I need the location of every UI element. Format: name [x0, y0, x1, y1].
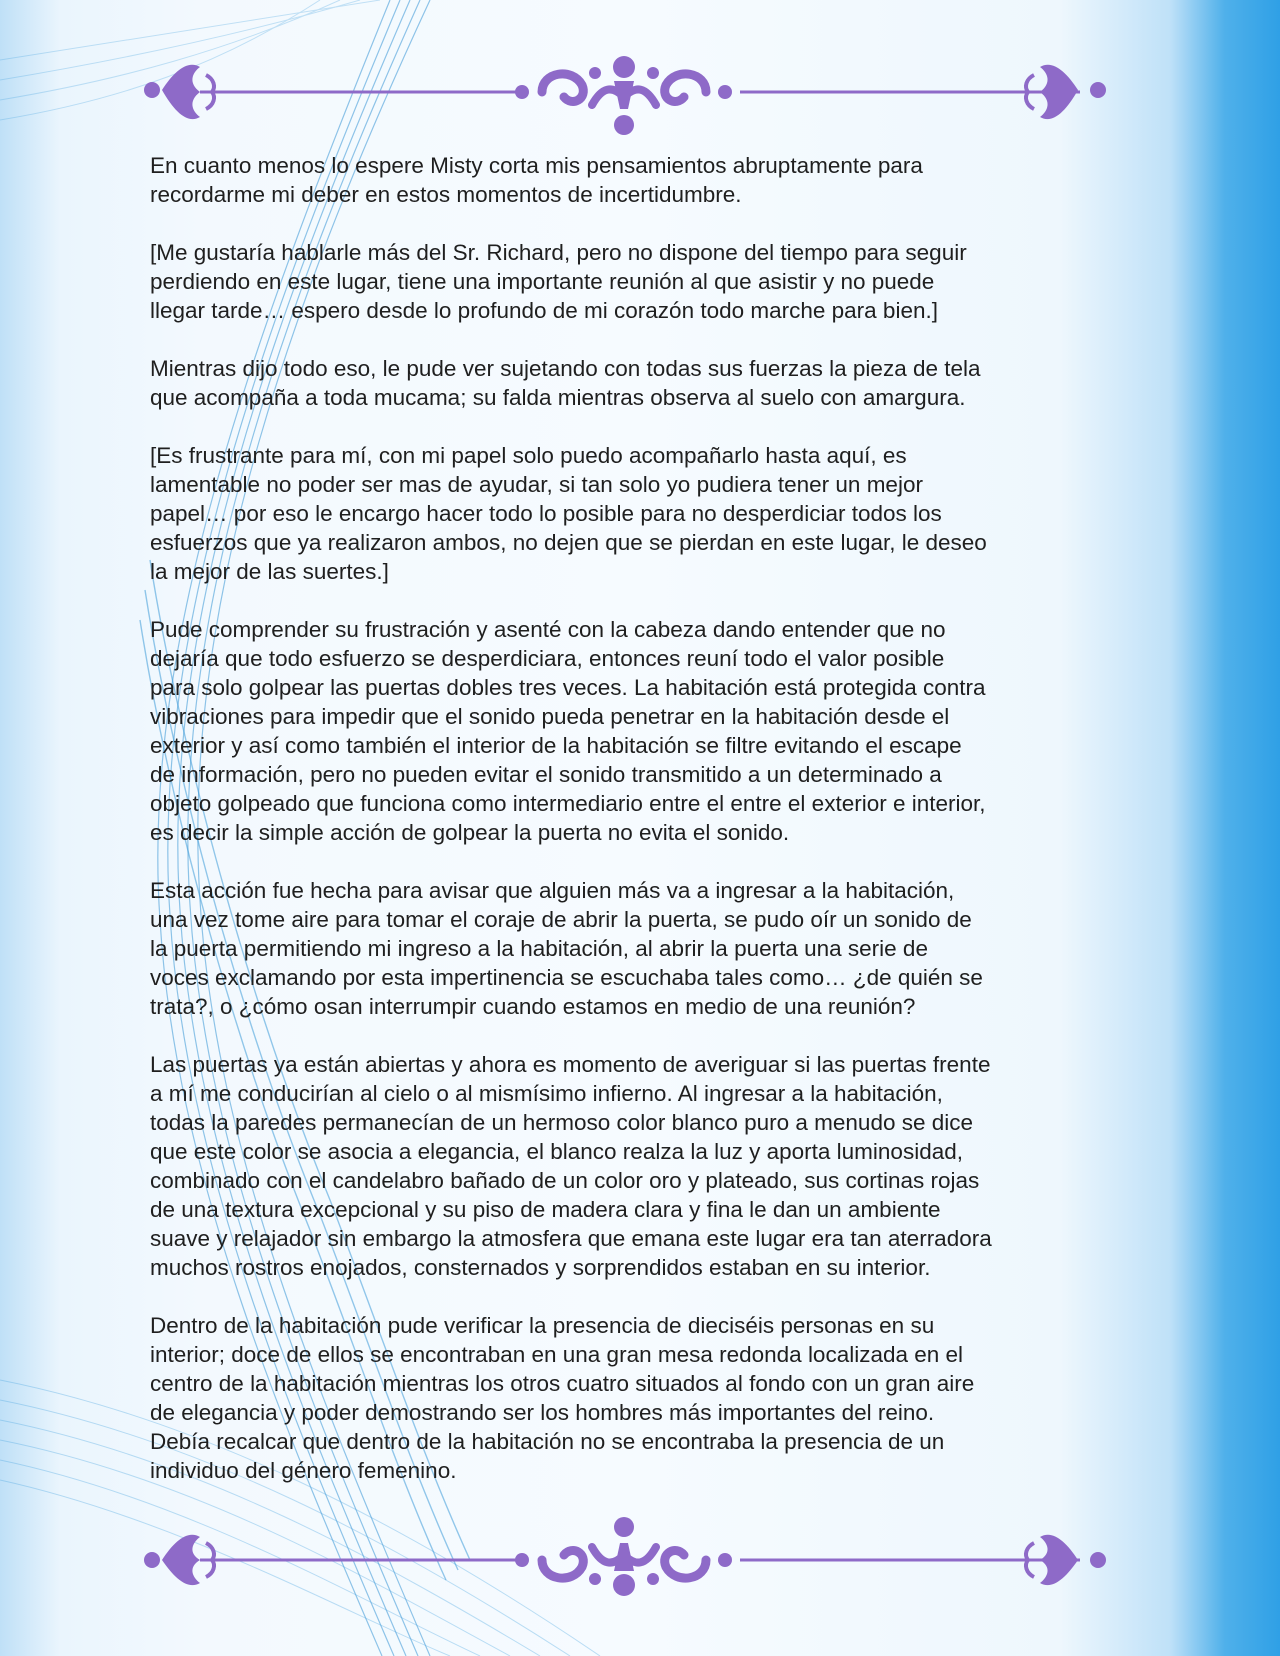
paragraph: Esta acción fue hecha para avisar que alguien más va a ingresar a la habitación, una vez tome aire para tomar el coraje de abrir la puerta, se pudo oír un sonido de la puerta permitiendo mi ingreso a la habitación, al abrir la puerta una serie de voces exclamando por esta impertinencia se escuchaba tales como… ¿de quién se trata?, o ¿cómo osan interrumpir cuando estamos en medio de una reunión? [150, 878, 983, 1019]
paragraph: Las puertas ya están abiertas y ahora es momento de averiguar si las puertas frente a mí me conducirían al cielo o al mismísimo infierno. Al ingresar a la habitación, todas la paredes permanecían de un hermoso color blanco puro a menudo se dice que este color se asocia a elegancia, el blanco realza la luz y aporta luminosidad, combinado con el candelabro bañado de un color oro y plateado, sus cortinas rojas de una textura excepcional y su piso de madera clara y fina le dan un ambiente suave y relajador sin embargo la atmosfera que emana este lugar era tan aterradora muchos rostros enojados, consternados y sorprendidos estaban en su interior. [150, 1052, 992, 1280]
bottom-ornament-icon [140, 1505, 1140, 1605]
paragraph: Dentro de la habitación pude verificar la presencia de dieciséis personas en su interior; doce de ellos se encontraban en una gran mesa redonda localizada en el centro de la habitación mientras los otros cuatro situados al fondo con un gran aire de elegancia y poder demostrando ser los hombres más importantes del reino. Debía recalcar que dentro de la habitación no se encontraba la presencia de un individuo del género femenino. [150, 1313, 975, 1483]
top-ornament-icon [140, 45, 1140, 145]
paragraph: [Me gustaría hablarle más del Sr. Richard, pero no dispone del tiempo para seguir perdiendo en este lugar, tiene una importante reunión al que asistir y no puede llegar tarde… espero desde lo profundo de mi corazón todo marche para bien.] [150, 240, 967, 323]
paragraph: En cuanto menos lo espere Misty corta mis pensamientos abruptamente para recordarme mi deber en estos momentos de incertidumbre. [150, 153, 923, 207]
paragraph: Mientras dijo todo eso, le pude ver sujetando con todas sus fuerzas la pieza de tela que acompaña a toda mucama; su falda mientras observa al suelo con amargura. [150, 356, 981, 410]
paragraph: [Es frustrante para mí, con mi papel solo puedo acompañarlo hasta aquí, es lamentable no poder ser mas de ayudar, si tan solo yo pudiera tener un mejor papel… por eso le encargo hacer todo lo posible para no desperdiciar todos los esfuerzos que ya realizaron ambos, no dejen que se pierdan en este lugar, le deseo la mejor de las suertes.] [150, 443, 987, 584]
paragraph: Pude comprender su frustración y asenté con la cabeza dando entender que no dejaría que todo esfuerzo se desperdiciara, entonces reuní todo el valor posible para solo golpear las puertas dobles tres veces. La habitación está protegida contra vibraciones para impedir que el sonido pueda penetrar en la habitación desde el exterior y así como también el interior de la habitación se filtre evitando el escape de información, pero no pueden evitar el sonido transmitido a un determinado a objeto golpeado que funciona como intermediario entre el entre el exterior e interior, es decir la simple acción de golpear la puerta no evita el sonido. [150, 617, 986, 845]
story-text [150, 151, 1090, 1514]
